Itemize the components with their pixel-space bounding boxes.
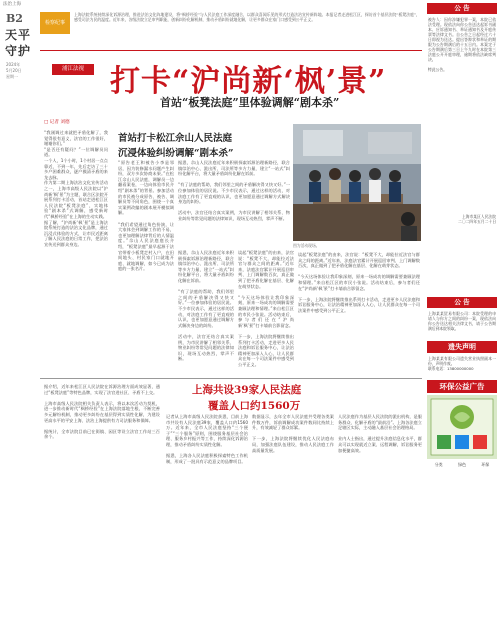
lost-notice-body: 上海某某有限公司遗失营业执照副本一份，声明作废。 联系电话：13800000000: [428, 356, 496, 371]
ad-cell-1: 分类: [434, 462, 443, 467]
date-line-3: 星期一: [6, 74, 18, 79]
event-photo: [293, 124, 421, 241]
masthead-title-1: 天平: [5, 28, 32, 42]
ad-title: 环保公益广告: [427, 380, 497, 393]
article-col-top: 据悉，佘山人民法庭近年来积极探索诉源治理新路径，联合镇综治中心、派出所、司法所等多方力量，建立“一站式”纠纷化解平台，将大量矛盾纠纷化解在诉前。 “有了法庭的帮助，我们邻里之间的矛盾解决得又快又好。”一位参加体验的居民说。不少市民表示，通过这样的活动，对法庭工作有了更直观的认识，也更加愿意通过调解方式解决身边的纠纷。 活动中，法官还结合真实案例，为市民讲解了相邻关系、物业纠纷等常见问题的法律知识，现场互动热烈，掌声不断。: [178, 160, 290, 221]
left-para-3: 一个人，1个小时，1个村居一点点靠近，不到一年，先后走访了三十多户困难群众，逐户摸清矛盾的来龙去脉。: [44, 157, 108, 180]
ad-cell-2: 绿色: [457, 462, 466, 467]
ad-cell-3: 环保: [481, 462, 490, 467]
bottom-left-text: 据介绍，近年来松江区人民法院在诉源治理方面成效显著，通过“板凳法庭”等特色品牌，实现了法官进社区、矛盾不上交。 上海市高级人民法院相关负责人表示，将以本次活动为契机，进一步推动新时代“枫桥经验”在上海法院落地生根，不断完善多元解纷机制，推动更多纠纷在基层得到实质性化解，为建设更高水平的平安上海、法治上海提供有力司法服务和保障。 据统计，全市法院目前已在街镇、园区等设立法官工作站三百余个。: [44, 384, 160, 440]
lost-notice-title: 遗失声明: [427, 341, 497, 353]
recycle-bin-icon: [473, 435, 487, 449]
left-para-5: 据了解，“沪尚新‘枫’景”是上海法院系统打造的法治文化品牌，通过沉浸式体验的方式，让市民近距离了解人民法庭的日常工作，把法治宣传送到群众身边。: [44, 219, 108, 247]
top-rule: [40, 50, 422, 51]
headline-main: 打卡“沪尚新‘枫’景”: [110, 64, 387, 99]
section-divider: [40, 378, 422, 379]
second-article-col-c: 人民法庭作为基层人民法院的派出机构，是服务群众、化解矛盾的“最前沿”。上海各法庭立足辖区实际，主动融入基层社会治理格局。 业内人士指出，通过提升法庭信息化水平，群众可以实现就近立案、远程调解，诉讼服务更加便捷高效。: [338, 414, 422, 453]
recycle-bin-icon: [437, 435, 451, 449]
small-notice-title: 公 告: [427, 297, 497, 308]
date-line-1: 2024年: [6, 62, 21, 67]
left-column: [44, 130, 108, 374]
left-para-2: “是否还有疑问？”一位调解员问道。: [44, 146, 108, 158]
second-article-col-b: 数据显示，去年全市人民法庭共受理各类案件数万件，诉前调解成功案件数同比持续上升，有效减轻了群众诉累。 下一步，上海法院将继续优化人民法庭布局，加强法庭队伍建设，推动人民法庭工作高质量发展。: [252, 414, 334, 453]
corner-tag: 法治上海: [3, 2, 21, 7]
article-col-b: 据悉，佘山人民法庭近年来积极探索诉源治理新路径，联合镇综治中心、派出所、司法所等多方力量，建立“一站式”纠纷化解平台，将大量矛盾纠纷化解在诉前。 “有了法庭的帮助，我们邻里之间的矛盾解决得又快又好。”一位参加体验的居民说。不少市民表示，通过这样的活动，对法庭工作有了更直观的认识，也更加愿意通过调解方式解决身边的纠纷。 活动中，法官还结合真实案例，为市民讲解了相邻关系、物业纠纷等常见问题的法律知识，现场互动热烈，掌声不断。: [178, 250, 234, 362]
article-heading-2: 沉浸体验纠纷调解“剧本杀”: [118, 148, 234, 159]
ad-caption-row: [427, 462, 497, 467]
section-badge: 检察纪事: [40, 12, 70, 34]
banner-intro: 上海法院系统持续深化诉源治理，推进法治文化阵地建设，将“枫桥经验”与人民法庭工作深度融合，以群众喜闻乐见的形式打造法治宣传新阵地。本报记者走进松江区，探访首个基层法院“板凳法庭”，感受司法为民的温度。近年来，各级法院立足审判职能，创新纠纷化解机制，推动矛盾纠纷就地化解，让更多群众在家门口感受到公平正义。: [74, 12, 420, 22]
eco-ad-graphic: [427, 395, 497, 459]
article-col-c: 谈起“板凳法庭”的由来，法官说：“板凳不大，却能拉近法官与群众之间的距离。”近年来，法庭法官累计开展巡回审判、上门调解数百次，真正做到了把矛盾化解在基层、化解在萌芽状态。 “今天这场体验让我印象深刻，原来一场成功的调解需要兼顾法理和情理。”来自松江区的市民小张说。活动结束后，参与者们还在“沪尚新‘枫’景”打卡墙前合影留念。 下一步，上海法院将继续推出系列打卡活动，走进更多人民法庭和诉讼服务中心，让法治精神更加深入人心，让人民群众在每一个司法案件中感受到公平正义。: [238, 250, 294, 367]
photo-caption: 图为活动现场。: [293, 243, 320, 248]
second-article-title: 上海共设39家人民法庭: [192, 384, 302, 396]
left-para-4: 作为第二期上海法治文化宣传活动之一，上海市高级人民法院以“沪尚新‘枫’景”为主题，联合区法院开展系列打卡活动，首站走进松江区人民法院“板凳法庭”，实地体验“剧本杀”式调解，感受新时代“枫桥经验”在上海的生动实践。: [44, 180, 108, 219]
small-notice-body: 上海某某贸易有限公司：本院受理的申请人与你方之间的纠纷一案，现依法向你公告送达相关法律文书，请于公告期满后到本院领取。: [428, 311, 496, 331]
event-photo-image: [293, 124, 421, 241]
second-article-col-a: 记者从上海市高级人民法院获悉，目前上海市共设有人民法庭39家，覆盖人口约1560万。近年来，全市人民法庭坚持“三个便于”“三个服务”原则，围绕服务基层社会治理、服务乡村振兴等工作，持续深化诉源治理，推动矛盾纠纷实质性化解。 据悉，上海各人民法庭积极探索特色工作机制，形成了一批具有示范意义的品牌项目。: [166, 414, 248, 464]
byline: □ 记者 刘德: [44, 120, 70, 125]
eco-ad-svg: [427, 395, 497, 459]
article-heading-1: 首站打卡松江佘山人民法庭: [118, 133, 233, 144]
masthead-title-2: 守护: [5, 44, 32, 58]
article-col-a: “原告老王和被告小李是邻居，因为装修漏水问题产生纠纷，双方多次协商未果。”在松江佘山人民法庭，调解员一边翻看案卷，一边向体验市民介绍“剧本杀”的背景。参加活动的市民被分成原告、被告、调解员等不同角色，围绕一个真实案例改编的剧本展开模拟调解。 “我们希望通过角色扮演，让大家体会到调解工作的不易，也更加理解法律背后的人情温度。”佘山人民法庭庭长介绍，“板凳法庭”最早起源于法官带着小板凳走村入户，在田间地头、村民家门口就地开庭、就地调解，如今已成为法庭的一张名片。: [118, 160, 174, 272]
department-tag: 浦江法视: [52, 64, 94, 75]
notice-sign: 上海市某区人民法院 二〇二四年五月二十日: [458, 214, 496, 224]
article-col-d: 谈起“板凳法庭”的由来，法官说：“板凳不大，却能拉近法官与群众之间的距离。”近年来，法庭法官累计开展巡回审判、上门调解数百次，真正做到了把矛盾化解在基层、化解在萌芽状态。 “今天这场体验让我印象深刻，原来一场成功的调解需要兼顾法理和情理。”来自松江区的市民小张说。活动结束后，参与者们还在“沪尚新‘枫’景”打卡墙前合影留念。 下一步，上海法院将继续推出系列打卡活动，走进更多人民法庭和诉讼服务中心，让法治精神更加深入人心，让人民群众在每一个司法案件中感受到公平正义。: [298, 252, 420, 313]
notice-body: 被告人：因你涉嫌犯罪一案，本院已依法受理。现依法向你公告送达起诉书副本、应诉通知书、举证通知书及开庭传票等法律文书。自公告之日起经过六十日即视为送达。提出答辩状和举证的期限为公告期满后的十五日内。本案定于公告期满后第三日上午九时在本院第三法庭公开开庭审理，逾期将依法缺席判决。 特此公告。: [428, 17, 496, 72]
recycle-bin-icon: [455, 435, 469, 449]
page-number: B2: [6, 12, 23, 25]
notice-title: 公 告: [427, 3, 497, 14]
second-article-subtitle: 覆盖人口约1560万: [208, 400, 301, 412]
date-line-2: 5月20日: [6, 68, 22, 73]
headline-sub: 首站“板凳法庭”里体验调解“剧本杀”: [160, 96, 340, 109]
left-para-1: “我刚调过来就把矛盾化解了，我觉得很有意义，法官的工作很好，谢谢你们。”: [44, 130, 108, 147]
